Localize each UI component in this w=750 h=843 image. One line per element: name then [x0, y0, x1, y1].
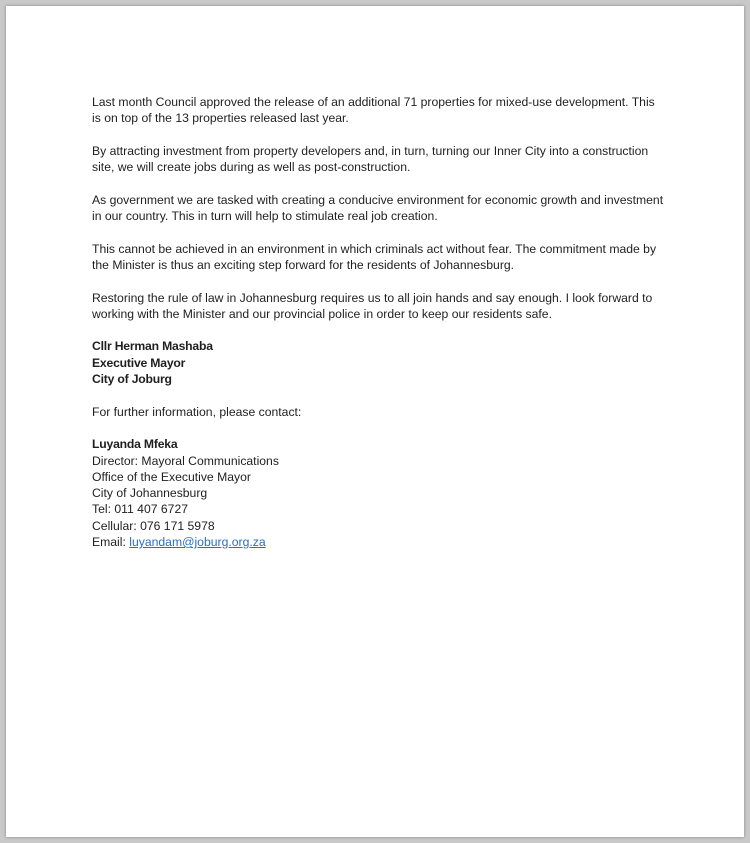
contact-intro — [92, 404, 672, 420]
paragraph-government — [92, 192, 672, 225]
document-page — [6, 6, 744, 837]
paragraph-investment — [92, 143, 672, 176]
contact-city: City of Johannesburg — [92, 486, 208, 501]
paragraph-line: Last month Council approved the release of an additional 71 properties for mixed-use development. This — [92, 95, 655, 109]
paragraph-criminals — [92, 241, 672, 274]
paragraph-line: This cannot be achieved in an environment in which criminals act without fear. The commitment made by — [92, 241, 657, 256]
paragraph-line: the Minister is thus an exciting step forward for the residents of Johannesburg. — [92, 257, 515, 272]
contact-office: Office of the Executive Mayor — [92, 469, 251, 484]
paragraph-line: is on top of the 13 properties released last year. — [92, 111, 349, 126]
email-link[interactable]: luyandam@joburg.org.za — [129, 535, 266, 550]
paragraph-properties — [92, 94, 672, 127]
paragraph-line: in our country. This in turn will help to stimulate real job creation. — [92, 209, 438, 224]
contact-email-label: Email: — [92, 535, 130, 550]
paragraph-line: By attracting investment from property developers and, in turn, turning our Inner City into a construction — [92, 143, 649, 158]
signature-block — [92, 338, 672, 387]
paragraph-line: working with the Minister and our provincial police in order to keep our residents safe. — [92, 306, 552, 321]
contact-tel: Tel: 011 407 6727 — [92, 502, 188, 517]
contact-cell: Cellular: 076 171 5978 — [92, 518, 215, 533]
paragraph-line: Restoring the rule of law in Johannesburg requires us to all join hands and say enough. I look forward to — [92, 290, 653, 305]
signature-name: Cllr Herman Mashaba — [92, 339, 213, 354]
paragraph-line: site, we will create jobs during as well as post-construction. — [92, 160, 411, 175]
contact-block — [92, 436, 672, 550]
contact-intro-text: For further information, please contact: — [92, 404, 302, 419]
signature-org: City of Joburg — [92, 372, 172, 387]
contact-role: Director: Mayoral Communications — [92, 453, 279, 468]
contact-name: Luyanda Mfeka — [92, 437, 178, 452]
signature-title: Executive Mayor — [92, 355, 186, 370]
paragraph-line: As government we are tasked with creating a conducive environment for economic growth and investment — [92, 192, 664, 207]
document-body — [92, 94, 672, 567]
contact-email-row — [92, 534, 672, 550]
paragraph-rule-of-law — [92, 290, 672, 323]
